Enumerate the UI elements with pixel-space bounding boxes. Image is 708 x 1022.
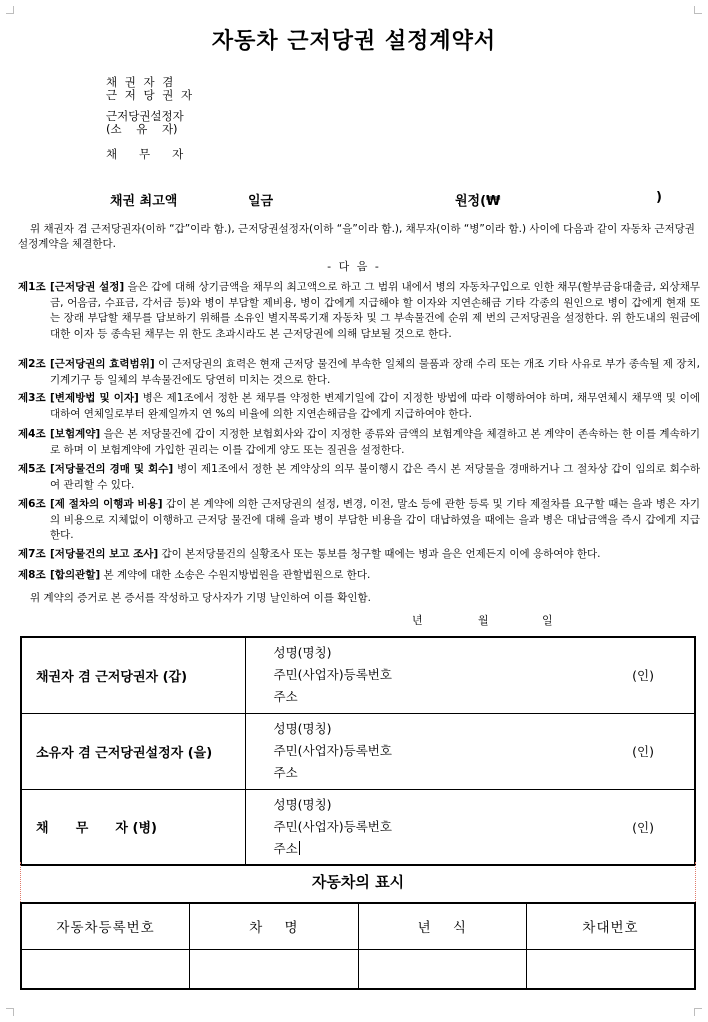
article-text: 본 계약에 대한 소송은 수원지방법원을 관할법원으로 한다.: [100, 569, 371, 581]
signatory-info[interactable]: [245, 789, 695, 865]
article-number: 제5조: [18, 463, 46, 475]
signatory-info[interactable]: [245, 713, 695, 789]
registration-number-label: 주민(사업자)등록번호: [273, 743, 392, 758]
vehicle-chassis-number-cell[interactable]: [527, 949, 696, 989]
text-cursor: [299, 841, 300, 855]
page-corner-mark: [6, 6, 14, 14]
article-2: [18, 357, 700, 388]
vehicle-model-year-cell[interactable]: [358, 949, 526, 989]
article-heading: [제 절차의 이행과 비용]: [50, 498, 163, 510]
address-label: [274, 838, 695, 860]
vehicle-registration-number-cell[interactable]: [21, 949, 190, 989]
date-month: 월: [478, 614, 489, 627]
signatory-row-debtor: [21, 789, 695, 865]
article-1: [18, 280, 700, 342]
vehicle-table: [20, 902, 696, 990]
article-number: 제4조: [18, 428, 46, 440]
article-text: 을은 본 저당물건에 갑이 지정한 보험회사와 갑이 지정한 종류와 금액의 보험계약을 체결하고 본 계약이 존속하는 한 이를 계속하기로 하며 이 보험계약에 가입한 권리는 이를 갑에게 양도 또는 질권을 설정한다.: [50, 428, 700, 456]
date-year: 년: [412, 614, 423, 627]
page-corner-mark: [694, 1008, 702, 1016]
article-heading: [저당물건의 경매 및 회수]: [50, 463, 174, 475]
signatory-label: 채 무 자 (병): [21, 789, 245, 865]
document-title: 자동차 근저당권 설정계약서: [211, 29, 497, 54]
party-owner-line2: (소 유 자): [106, 122, 178, 136]
name-field-label: 성명(명칭): [273, 796, 332, 812]
vehicle-header-row: [21, 903, 695, 949]
signatory-info[interactable]: [245, 637, 695, 713]
vehicle-header-model-year: 년 식: [358, 903, 526, 949]
name-field-label: 성명(명칭): [273, 645, 332, 661]
party-creditor-line2: 근 저 당 권 자: [106, 88, 195, 102]
article-number: 제8조: [18, 569, 46, 581]
max-amount-korean: 일금: [248, 194, 274, 209]
vehicle-section-title: 자동차의 표시: [20, 862, 696, 902]
max-amount-label: 채권 최고액: [110, 194, 178, 209]
vehicle-model-name-cell[interactable]: [190, 949, 358, 989]
seal-mark: (인): [632, 668, 654, 683]
article-3: [18, 391, 700, 422]
seal-mark: (인): [632, 819, 654, 835]
address-label-text: 주소: [273, 840, 298, 856]
signatory-label: 채권자 겸 근저당권자 (갑): [21, 637, 245, 713]
article-5: [18, 462, 700, 493]
date-day: 일: [542, 614, 553, 627]
address-label: 주소: [273, 765, 298, 780]
seal-mark: (인): [632, 743, 654, 759]
article-text: 병은 제1조에서 정한 본 채무를 약정한 변제기일에 갑이 지정한 방법에 따라 이행하여야 하며, 채무연체시 채무액 및 이에 대하여 연체일로부터 완제일까지 연 %의 비율에 의한 지연손해금을 갑에게 지급하여야 한다.: [50, 392, 700, 420]
closing-statement: 위 계약의 증거로 본 증서를 작성하고 당사자가 기명 날인하여 이를 확인함.: [30, 592, 372, 604]
article-8: [18, 568, 700, 584]
article-text: 갑이 본 계약에 의한 근저당권의 설정, 변경, 이전, 말소 등에 관한 등록 및 기타 제절차를 요구할 때는 을과 병은 자기의 비용으로 지체없이 이행하고 근저당 물건에 대해 을과 병이 부담한 비용을 갑이 대납하였을 때에는 을과 병은 대납금액을 즉시 갑에게 지급한다.: [50, 498, 700, 541]
party-debtor: 채 무 자: [106, 147, 184, 161]
party-owner-line1: 근저당권설정자: [106, 109, 184, 123]
article-heading: [근저당권의 효력범위]: [50, 358, 155, 370]
page-corner-mark: [694, 6, 702, 14]
address-label: 주소: [273, 689, 298, 705]
article-heading: [보험계약]: [50, 428, 101, 440]
vehicle-header-model-name: 차 명: [190, 903, 358, 949]
name-field-label: 성명(명칭): [273, 721, 332, 736]
registration-number-label: 주민(사업자)등록번호: [273, 818, 392, 834]
article-text: 병이 제1조에서 정한 본 계약상의 의무 불이행시 갑은 즉시 본 저당물을 경매하거나 그 절차상 갑이 임의로 회수하여 관리할 수 있다.: [50, 463, 700, 491]
contract-date: [412, 612, 553, 628]
article-number: 제7조: [18, 548, 46, 560]
article-number: 제6조: [18, 498, 46, 510]
article-text: 을은 갑에 대해 상기금액을 채무의 최고액으로 하고 그 범위 내에서 병의 자동차구입으로 인한 채무(할부금융대출금, 외상채무금, 어음금, 수표금, 각서금 등)와 병이 부담할 제비용, 병이 갑에게 지급해야 할 이자와 지연손해금 기타 각종의 원인으로 병이 갑에게 현재 또는 장래 부담할 채무를 담보하기 위해를 소유인 별지목록기재 자동차 및 그 부속물건에 순위 제 번의 근저당권을 설정한다. 위 한도내의 원금에 대한 이자 등 종속된 채무는 위 한도 초과시라도 본 근저당권에 의해 담보될 것으로 한다.: [50, 281, 700, 340]
article-heading: [합의관할]: [50, 569, 101, 581]
article-heading: [근저당권 설정]: [50, 281, 125, 293]
article-7: [18, 547, 700, 563]
max-amount-won: 원정(₩: [455, 194, 501, 209]
max-amount-close: ): [656, 190, 662, 205]
vehicle-header-chassis-number: 차대번호: [527, 903, 696, 949]
article-heading: [변제방법 및 이자]: [50, 392, 139, 404]
intro-paragraph: 위 채권자 겸 근저당권자(이하 “갑”이라 함.), 근저당권설정자(이하 “을”이라 함.), 채무자(이하 “병”이라 함.) 사이에 다음과 같이 자동차 근저당권 설정계약을 체결한다.: [18, 223, 695, 250]
signature-table: [20, 636, 696, 866]
parties-block: [106, 76, 194, 169]
signatory-label: 소유자 겸 근저당권설정자 (을): [21, 713, 245, 789]
party-creditor-line1: 채 권 자 겸: [106, 75, 176, 89]
vehicle-data-row: [21, 949, 695, 989]
registration-number-label: 주민(사업자)등록번호: [273, 667, 392, 683]
article-text: 이 근저당권의 효력은 현재 근저당 물건에 부속한 일체의 물품과 장래 수리 또는 개조 기타 사유로 부가 종속될 제 장치, 기계기구 등 일체의 부속물건에도 당연히 미치는 것으로 한다.: [50, 358, 700, 386]
article-6: [18, 497, 700, 544]
article-number: 제2조: [18, 358, 46, 370]
vehicle-header-registration-number: 자동차등록번호: [21, 903, 190, 949]
dagum-heading: - 다 음 -: [327, 260, 381, 273]
article-heading: [저당물건의 보고 조사]: [50, 548, 159, 560]
signatory-row-owner: [21, 713, 695, 789]
article-number: 제1조: [18, 281, 46, 293]
signatory-row-creditor: [21, 637, 695, 713]
article-number: 제3조: [18, 392, 46, 404]
article-text: 갑이 본저당물건의 실황조사 또는 통보를 청구할 때에는 병과 을은 언제든지 이에 응하여야 한다.: [158, 548, 601, 560]
page-corner-mark: [6, 1008, 14, 1016]
article-4: [18, 427, 700, 458]
